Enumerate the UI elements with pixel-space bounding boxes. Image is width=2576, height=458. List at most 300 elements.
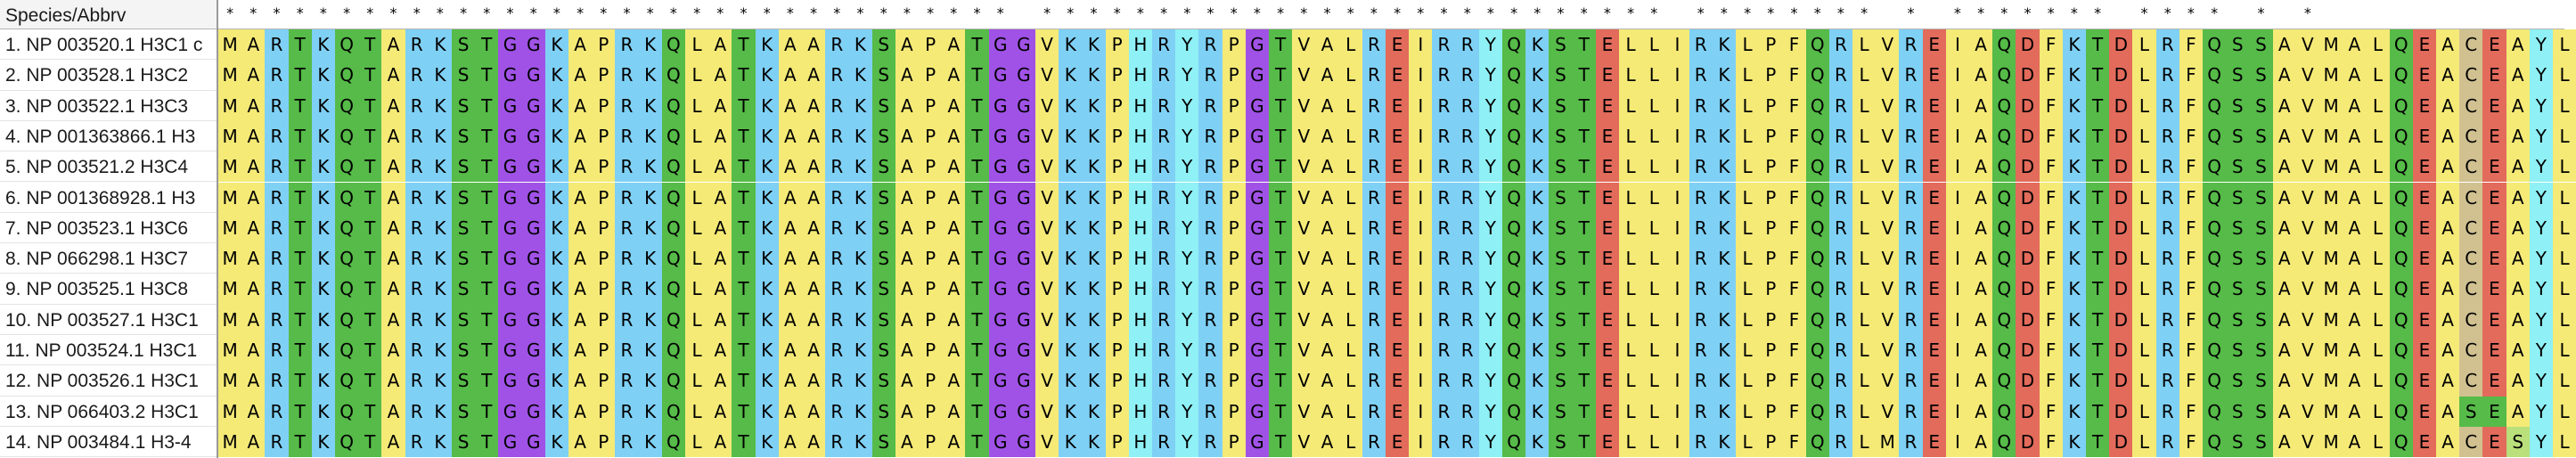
residue-cell[interactable]: R <box>1432 335 1455 365</box>
residue-cell[interactable]: Q <box>2203 91 2226 121</box>
residue-cell[interactable]: A <box>2436 243 2459 274</box>
residue-cell[interactable]: R <box>1456 243 1479 274</box>
residue-cell[interactable]: D <box>2016 365 2039 396</box>
residue-cell[interactable]: D <box>2109 243 2132 274</box>
residue-cell[interactable]: F <box>2040 91 2063 121</box>
residue-cell[interactable]: A <box>1315 305 1338 335</box>
residue-cell[interactable]: S <box>452 274 475 304</box>
residue-cell[interactable]: F <box>1782 60 1805 90</box>
residue-cell[interactable]: A <box>1315 91 1338 121</box>
residue-cell[interactable]: A <box>2343 183 2366 213</box>
residue-cell[interactable]: A <box>942 397 965 427</box>
residue-cell[interactable]: R <box>1432 427 1455 457</box>
residue-cell[interactable]: A <box>895 29 919 60</box>
residue-cell[interactable]: L <box>1736 213 1759 243</box>
residue-cell[interactable]: A <box>1315 335 1338 365</box>
residue-cell[interactable]: R <box>2156 60 2179 90</box>
residue-cell[interactable]: I <box>1409 29 1432 60</box>
residue-cell[interactable]: Y <box>1479 305 1502 335</box>
residue-cell[interactable]: S <box>872 29 895 60</box>
residue-cell[interactable]: A <box>708 397 732 427</box>
residue-cell[interactable]: P <box>1106 335 1129 365</box>
residue-cell[interactable]: T <box>965 365 988 396</box>
residue-cell[interactable]: R <box>405 243 429 274</box>
residue-cell[interactable]: S <box>1549 121 1572 151</box>
residue-cell[interactable]: M <box>2319 183 2343 213</box>
residue-cell[interactable]: D <box>2016 243 2039 274</box>
residue-cell[interactable]: L <box>2366 243 2389 274</box>
residue-cell[interactable]: K <box>1525 274 1549 304</box>
residue-cell[interactable]: P <box>592 243 615 274</box>
residue-cell[interactable]: S <box>1549 29 1572 60</box>
residue-cell[interactable]: H <box>1129 365 1152 396</box>
residue-cell[interactable]: M <box>2319 274 2343 304</box>
sequence-name[interactable]: 4. NP 001363866.1 H3 <box>0 121 217 151</box>
residue-cell[interactable]: R <box>1432 397 1455 427</box>
residue-cell[interactable]: I <box>1409 213 1432 243</box>
residue-cell[interactable]: T <box>475 397 498 427</box>
sequence-name[interactable]: 1. NP 003520.1 H3C1 c <box>0 29 217 60</box>
residue-cell[interactable]: G <box>522 335 545 365</box>
residue-cell[interactable]: G <box>498 213 521 243</box>
residue-cell[interactable]: S <box>2249 397 2272 427</box>
residue-cell[interactable]: A <box>708 91 732 121</box>
residue-cell[interactable]: V <box>1876 243 1899 274</box>
residue-cell[interactable]: K <box>639 29 662 60</box>
sequence-name[interactable]: 8. NP 066298.1 H3C7 <box>0 243 217 274</box>
residue-cell[interactable]: A <box>2506 121 2530 151</box>
residue-cell[interactable]: R <box>1362 305 1386 335</box>
residue-cell[interactable]: P <box>1759 151 1782 182</box>
residue-cell[interactable]: V <box>1292 29 1315 60</box>
residue-cell[interactable]: R <box>405 305 429 335</box>
residue-cell[interactable]: K <box>545 243 568 274</box>
residue-cell[interactable]: V <box>1035 397 1059 427</box>
residue-cell[interactable]: C <box>2459 91 2482 121</box>
residue-cell[interactable]: G <box>498 29 521 60</box>
residue-cell[interactable]: S <box>872 365 895 396</box>
residue-cell[interactable]: E <box>1923 91 1946 121</box>
residue-cell[interactable]: D <box>2109 29 2132 60</box>
residue-cell[interactable]: T <box>2086 151 2109 182</box>
residue-cell[interactable]: V <box>2296 335 2319 365</box>
residue-cell[interactable]: A <box>1969 121 1992 151</box>
residue-cell[interactable]: T <box>2086 274 2109 304</box>
residue-cell[interactable]: E <box>1596 243 1619 274</box>
residue-cell[interactable]: T <box>289 29 312 60</box>
residue-cell[interactable]: C <box>2459 243 2482 274</box>
residue-cell[interactable]: G <box>1246 183 1269 213</box>
residue-cell[interactable]: L <box>1642 29 1665 60</box>
residue-cell[interactable]: G <box>989 305 1012 335</box>
residue-cell[interactable]: G <box>1246 60 1269 90</box>
residue-cell[interactable]: I <box>1409 335 1432 365</box>
residue-cell[interactable]: A <box>241 91 265 121</box>
residue-cell[interactable]: H <box>1129 29 1152 60</box>
residue-cell[interactable]: T <box>732 305 755 335</box>
residue-cell[interactable]: R <box>1152 121 1175 151</box>
residue-cell[interactable]: K <box>1059 60 1082 90</box>
residue-cell[interactable]: Q <box>2390 274 2413 304</box>
residue-cell[interactable]: M <box>2319 365 2343 396</box>
residue-cell[interactable]: I <box>1665 151 1689 182</box>
residue-cell[interactable]: V <box>1292 427 1315 457</box>
residue-cell[interactable]: L <box>1339 29 1362 60</box>
residue-cell[interactable]: A <box>942 274 965 304</box>
residue-cell[interactable]: Q <box>1806 305 1829 335</box>
residue-cell[interactable]: K <box>848 305 871 335</box>
residue-cell[interactable]: M <box>218 335 241 365</box>
residue-cell[interactable]: P <box>919 274 942 304</box>
residue-cell[interactable]: K <box>312 121 335 151</box>
residue-cell[interactable]: P <box>1223 243 1246 274</box>
residue-cell[interactable]: I <box>1665 29 1689 60</box>
residue-cell[interactable]: T <box>289 427 312 457</box>
residue-cell[interactable]: T <box>732 183 755 213</box>
residue-cell[interactable]: R <box>1829 305 1852 335</box>
residue-cell[interactable]: V <box>1035 60 1059 90</box>
residue-cell[interactable]: I <box>1946 29 1969 60</box>
residue-cell[interactable]: L <box>2132 274 2155 304</box>
residue-cell[interactable]: Y <box>2530 335 2553 365</box>
residue-cell[interactable]: A <box>2273 243 2296 274</box>
residue-cell[interactable]: R <box>1152 427 1175 457</box>
residue-cell[interactable]: A <box>779 91 802 121</box>
residue-cell[interactable]: K <box>1059 121 1082 151</box>
residue-cell[interactable]: F <box>2040 397 2063 427</box>
residue-cell[interactable]: V <box>1035 29 1059 60</box>
residue-cell[interactable]: F <box>2040 335 2063 365</box>
residue-cell[interactable]: T <box>358 60 381 90</box>
residue-cell[interactable]: Q <box>662 274 685 304</box>
residue-cell[interactable]: R <box>1432 243 1455 274</box>
residue-cell[interactable]: R <box>2156 365 2179 396</box>
residue-cell[interactable]: F <box>2179 151 2203 182</box>
residue-cell[interactable]: L <box>1852 305 1876 335</box>
residue-cell[interactable]: Q <box>1502 365 1525 396</box>
residue-cell[interactable]: I <box>1665 60 1689 90</box>
residue-cell[interactable]: T <box>1573 365 1596 396</box>
residue-cell[interactable]: L <box>1619 183 1642 213</box>
residue-cell[interactable]: T <box>732 151 755 182</box>
residue-cell[interactable]: V <box>1292 213 1315 243</box>
residue-cell[interactable]: R <box>1456 60 1479 90</box>
residue-cell[interactable]: G <box>1246 151 1269 182</box>
residue-cell[interactable]: T <box>965 29 988 60</box>
residue-cell[interactable]: T <box>965 243 988 274</box>
residue-cell[interactable]: V <box>1292 243 1315 274</box>
residue-cell[interactable]: S <box>872 60 895 90</box>
residue-cell[interactable]: T <box>1573 213 1596 243</box>
residue-cell[interactable]: K <box>639 365 662 396</box>
residue-cell[interactable]: T <box>289 60 312 90</box>
residue-cell[interactable]: K <box>848 151 871 182</box>
residue-cell[interactable]: K <box>1082 213 1105 243</box>
residue-cell[interactable]: Y <box>2530 365 2553 396</box>
residue-cell[interactable]: R <box>405 183 429 213</box>
residue-cell[interactable]: A <box>2506 91 2530 121</box>
residue-cell[interactable]: K <box>1713 29 1736 60</box>
residue-cell[interactable]: R <box>265 243 288 274</box>
residue-cell[interactable]: L <box>685 427 708 457</box>
residue-cell[interactable]: F <box>2179 91 2203 121</box>
residue-cell[interactable]: V <box>1292 305 1315 335</box>
residue-cell[interactable]: G <box>522 397 545 427</box>
residue-cell[interactable]: Y <box>1479 121 1502 151</box>
residue-cell[interactable]: T <box>1269 365 1292 396</box>
residue-cell[interactable]: R <box>1198 427 1222 457</box>
residue-cell[interactable]: T <box>358 274 381 304</box>
residue-cell[interactable]: I <box>1946 305 1969 335</box>
residue-cell[interactable]: A <box>708 243 732 274</box>
residue-cell[interactable]: F <box>2040 60 2063 90</box>
residue-cell[interactable]: E <box>1386 274 1409 304</box>
residue-cell[interactable]: K <box>545 274 568 304</box>
residue-cell[interactable]: I <box>1946 274 1969 304</box>
residue-cell[interactable]: K <box>1059 151 1082 182</box>
residue-cell[interactable]: A <box>568 397 592 427</box>
residue-cell[interactable]: R <box>405 213 429 243</box>
residue-cell[interactable]: R <box>1829 397 1852 427</box>
residue-cell[interactable]: R <box>1829 274 1852 304</box>
residue-cell[interactable]: S <box>2249 91 2272 121</box>
residue-cell[interactable]: G <box>498 151 521 182</box>
residue-cell[interactable]: E <box>1923 29 1946 60</box>
residue-cell[interactable]: M <box>1876 427 1899 457</box>
residue-cell[interactable]: D <box>2109 365 2132 396</box>
residue-cell[interactable]: R <box>1899 397 1922 427</box>
residue-cell[interactable]: P <box>919 60 942 90</box>
residue-cell[interactable]: T <box>475 365 498 396</box>
residue-cell[interactable]: M <box>218 213 241 243</box>
residue-cell[interactable]: Y <box>1479 151 1502 182</box>
residue-cell[interactable]: P <box>919 427 942 457</box>
residue-cell[interactable]: A <box>241 427 265 457</box>
residue-cell[interactable]: G <box>522 427 545 457</box>
residue-cell[interactable]: F <box>2179 305 2203 335</box>
residue-cell[interactable]: K <box>545 427 568 457</box>
residue-cell[interactable]: A <box>1315 60 1338 90</box>
residue-cell[interactable]: R <box>2156 243 2179 274</box>
residue-cell[interactable]: I <box>1946 151 1969 182</box>
residue-cell[interactable]: A <box>2506 151 2530 182</box>
residue-cell[interactable]: V <box>2296 121 2319 151</box>
residue-cell[interactable]: K <box>545 151 568 182</box>
residue-cell[interactable]: G <box>522 29 545 60</box>
residue-cell[interactable]: K <box>312 305 335 335</box>
residue-cell[interactable]: K <box>1059 305 1082 335</box>
residue-cell[interactable]: T <box>289 243 312 274</box>
residue-cell[interactable]: S <box>2506 427 2530 457</box>
residue-cell[interactable]: Q <box>1502 274 1525 304</box>
residue-cell[interactable]: T <box>289 365 312 396</box>
residue-cell[interactable]: T <box>358 183 381 213</box>
residue-cell[interactable]: A <box>779 305 802 335</box>
residue-cell[interactable]: K <box>545 397 568 427</box>
residue-cell[interactable]: T <box>289 91 312 121</box>
residue-cell[interactable]: I <box>1946 427 1969 457</box>
residue-cell[interactable]: K <box>1059 29 1082 60</box>
residue-cell[interactable]: A <box>1969 335 1992 365</box>
residue-cell[interactable]: Y <box>1479 335 1502 365</box>
residue-cell[interactable]: A <box>2273 29 2296 60</box>
residue-cell[interactable]: Y <box>1175 365 1198 396</box>
residue-cell[interactable]: A <box>1315 121 1338 151</box>
residue-cell[interactable]: K <box>848 427 871 457</box>
residue-cell[interactable]: Y <box>1175 305 1198 335</box>
residue-cell[interactable]: R <box>265 365 288 396</box>
residue-cell[interactable]: A <box>895 335 919 365</box>
residue-cell[interactable]: E <box>2482 335 2506 365</box>
residue-cell[interactable]: A <box>2273 305 2296 335</box>
residue-cell[interactable]: L <box>1642 427 1665 457</box>
residue-cell[interactable]: A <box>708 151 732 182</box>
residue-cell[interactable]: S <box>2226 91 2249 121</box>
residue-cell[interactable]: Y <box>1479 243 1502 274</box>
residue-cell[interactable]: A <box>779 365 802 396</box>
residue-cell[interactable]: R <box>615 183 638 213</box>
species-column-header[interactable]: Species/Abbrv <box>0 0 217 29</box>
residue-cell[interactable]: P <box>1106 121 1129 151</box>
residue-cell[interactable]: A <box>1969 183 1992 213</box>
residue-cell[interactable]: E <box>2482 213 2506 243</box>
residue-cell[interactable]: E <box>2482 274 2506 304</box>
residue-cell[interactable]: K <box>545 183 568 213</box>
residue-cell[interactable]: K <box>312 151 335 182</box>
residue-cell[interactable]: K <box>2063 335 2086 365</box>
residue-cell[interactable]: A <box>2506 274 2530 304</box>
residue-cell[interactable]: Q <box>1806 91 1829 121</box>
residue-cell[interactable]: S <box>2226 397 2249 427</box>
residue-cell[interactable]: Q <box>335 335 358 365</box>
residue-cell[interactable]: K <box>1059 243 1082 274</box>
residue-cell[interactable]: S <box>452 91 475 121</box>
residue-cell[interactable]: Q <box>1502 183 1525 213</box>
residue-cell[interactable]: L <box>2553 151 2576 182</box>
residue-cell[interactable]: V <box>1035 427 1059 457</box>
residue-cell[interactable]: R <box>265 29 288 60</box>
residue-cell[interactable]: A <box>381 91 405 121</box>
residue-cell[interactable]: T <box>1573 91 1596 121</box>
residue-cell[interactable]: E <box>1596 305 1619 335</box>
residue-cell[interactable]: Q <box>1806 243 1829 274</box>
residue-cell[interactable]: R <box>1198 274 1222 304</box>
residue-cell[interactable]: L <box>685 60 708 90</box>
residue-cell[interactable]: Y <box>2530 397 2553 427</box>
residue-cell[interactable]: K <box>2063 365 2086 396</box>
residue-cell[interactable]: F <box>1782 335 1805 365</box>
residue-cell[interactable]: H <box>1129 213 1152 243</box>
residue-cell[interactable]: I <box>1665 121 1689 151</box>
residue-cell[interactable]: R <box>825 60 848 90</box>
residue-cell[interactable]: T <box>475 29 498 60</box>
residue-cell[interactable]: L <box>2553 91 2576 121</box>
residue-cell[interactable]: G <box>498 121 521 151</box>
residue-cell[interactable]: R <box>1456 305 1479 335</box>
residue-cell[interactable]: K <box>1059 274 1082 304</box>
residue-cell[interactable]: L <box>1852 151 1876 182</box>
residue-cell[interactable]: A <box>802 243 825 274</box>
residue-cell[interactable]: V <box>2296 151 2319 182</box>
residue-cell[interactable]: K <box>756 91 779 121</box>
residue-cell[interactable]: T <box>289 335 312 365</box>
residue-cell[interactable]: V <box>1876 335 1899 365</box>
residue-cell[interactable]: K <box>1059 183 1082 213</box>
residue-cell[interactable]: R <box>615 243 638 274</box>
residue-cell[interactable]: G <box>989 91 1012 121</box>
residue-cell[interactable]: K <box>545 213 568 243</box>
residue-cell[interactable]: I <box>1409 183 1432 213</box>
residue-cell[interactable]: R <box>265 335 288 365</box>
residue-cell[interactable]: Q <box>335 213 358 243</box>
residue-cell[interactable]: L <box>2366 397 2389 427</box>
residue-cell[interactable]: T <box>358 243 381 274</box>
residue-cell[interactable]: K <box>429 151 452 182</box>
sequence-name[interactable]: 6. NP 001368928.1 H3 <box>0 183 217 213</box>
residue-cell[interactable]: A <box>381 151 405 182</box>
residue-cell[interactable]: A <box>381 305 405 335</box>
residue-cell[interactable]: K <box>756 183 779 213</box>
residue-cell[interactable]: G <box>498 335 521 365</box>
residue-cell[interactable]: R <box>1456 365 1479 396</box>
residue-cell[interactable]: R <box>405 151 429 182</box>
residue-cell[interactable]: E <box>2413 305 2436 335</box>
residue-cell[interactable]: A <box>2273 397 2296 427</box>
residue-cell[interactable]: K <box>1082 365 1105 396</box>
residue-cell[interactable]: Q <box>1806 60 1829 90</box>
residue-cell[interactable]: T <box>732 91 755 121</box>
residue-cell[interactable]: G <box>522 213 545 243</box>
residue-cell[interactable]: L <box>685 243 708 274</box>
residue-cell[interactable]: Q <box>2203 29 2226 60</box>
residue-cell[interactable]: E <box>2413 60 2436 90</box>
residue-cell[interactable]: D <box>2016 274 2039 304</box>
sequence-name[interactable]: 12. NP 003526.1 H3C1 <box>0 365 217 396</box>
residue-cell[interactable]: R <box>265 60 288 90</box>
residue-cell[interactable]: D <box>2016 60 2039 90</box>
residue-cell[interactable]: G <box>1012 213 1035 243</box>
residue-cell[interactable]: R <box>1829 335 1852 365</box>
residue-cell[interactable]: V <box>1876 365 1899 396</box>
residue-cell[interactable]: R <box>2156 91 2179 121</box>
residue-cell[interactable]: P <box>592 213 615 243</box>
residue-cell[interactable]: A <box>2343 243 2366 274</box>
residue-cell[interactable]: K <box>756 397 779 427</box>
residue-cell[interactable]: L <box>1852 427 1876 457</box>
residue-cell[interactable]: Q <box>2203 274 2226 304</box>
residue-cell[interactable]: R <box>1432 91 1455 121</box>
residue-cell[interactable]: Q <box>2390 121 2413 151</box>
residue-cell[interactable]: S <box>872 427 895 457</box>
residue-cell[interactable]: L <box>1619 335 1642 365</box>
residue-cell[interactable]: Q <box>662 427 685 457</box>
residue-cell[interactable]: C <box>2459 121 2482 151</box>
residue-cell[interactable]: S <box>872 274 895 304</box>
residue-cell[interactable]: A <box>1315 183 1338 213</box>
sequence-name[interactable]: 5. NP 003521.2 H3C4 <box>0 151 217 182</box>
residue-cell[interactable]: F <box>2179 60 2203 90</box>
residue-cell[interactable]: I <box>1665 183 1689 213</box>
sequence-name[interactable]: 9. NP 003525.1 H3C8 <box>0 274 217 304</box>
residue-cell[interactable]: K <box>1713 213 1736 243</box>
residue-cell[interactable]: R <box>405 29 429 60</box>
residue-cell[interactable]: A <box>779 243 802 274</box>
residue-cell[interactable]: S <box>1549 305 1572 335</box>
residue-cell[interactable]: T <box>475 91 498 121</box>
residue-cell[interactable]: K <box>1082 183 1105 213</box>
residue-cell[interactable]: T <box>1573 29 1596 60</box>
residue-cell[interactable]: F <box>1782 29 1805 60</box>
